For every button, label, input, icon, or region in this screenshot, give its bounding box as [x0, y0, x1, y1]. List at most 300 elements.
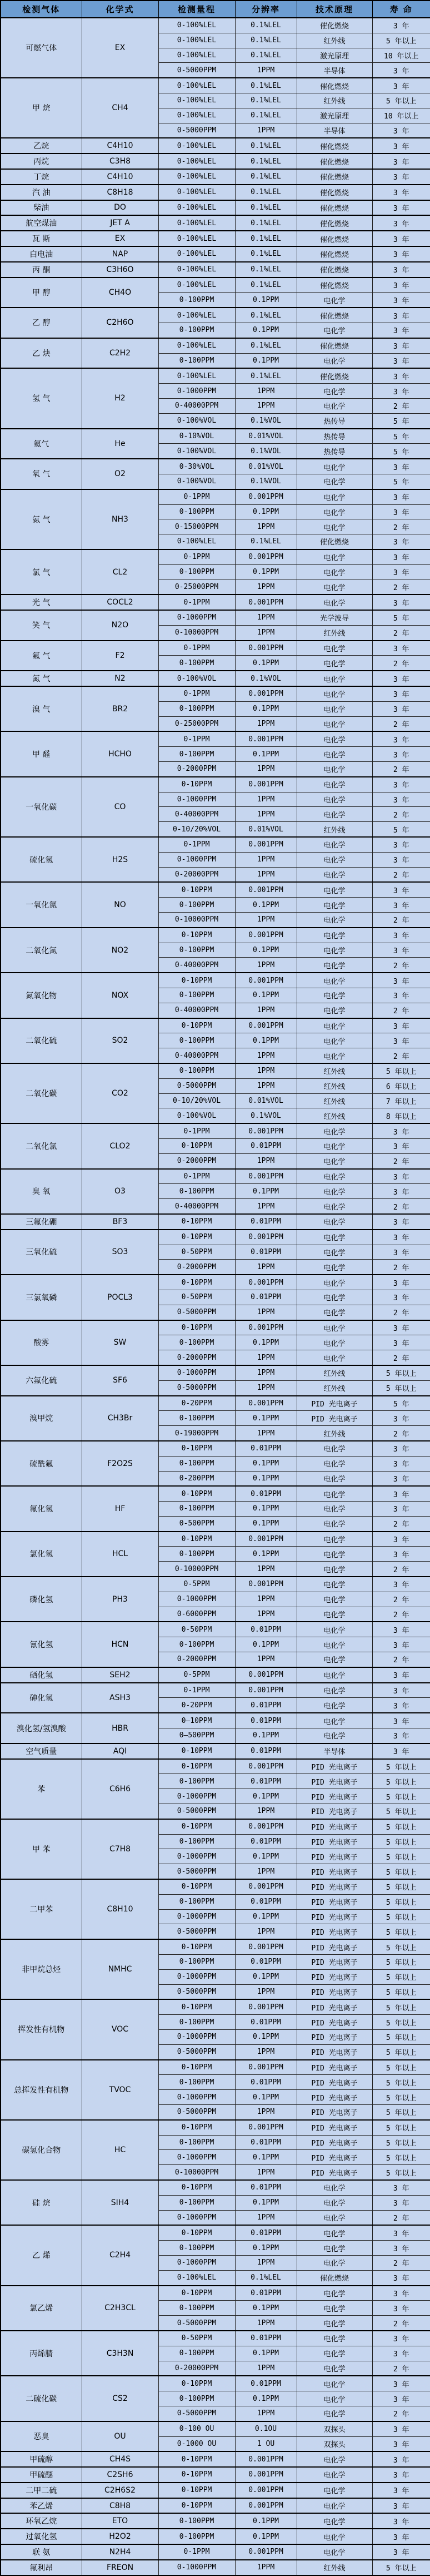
technology-cell: 电化学 [297, 2467, 372, 2483]
lifespan-cell: 3 年 [372, 2483, 430, 2498]
lifespan-cell: 3 年 [372, 169, 430, 185]
resolution-cell: 1PPM [235, 625, 297, 640]
technology-cell: 电化学 [297, 2241, 372, 2256]
lifespan-cell: 5 年以上 [372, 1819, 430, 1834]
resolution-cell: 1PPM [235, 2316, 297, 2331]
range-cell: 0-10PPM [158, 1138, 235, 1153]
lifespan-cell: 3 年 [372, 928, 430, 943]
technology-cell: 电化学 [297, 2529, 372, 2544]
lifespan-cell: 2 年 [372, 1516, 430, 1531]
range-cell: 0-1000 OU [158, 2436, 235, 2451]
chemical-formula-cell: ETO [82, 2513, 158, 2529]
lifespan-cell: 5 年以上 [372, 1063, 430, 1078]
range-cell: 0-100%VOL [158, 444, 235, 459]
chemical-formula-cell: C6H6 [82, 1759, 158, 1819]
resolution-cell: 0.1%VOL [235, 1108, 297, 1123]
technology-cell: 电化学 [297, 1214, 372, 1230]
lifespan-cell: 5 年以上 [372, 1984, 430, 1999]
chemical-formula-cell: F2O2S [82, 1441, 158, 1486]
technology-cell: 电化学 [297, 459, 372, 474]
technology-cell: 电化学 [297, 958, 372, 973]
lifespan-cell: 2 年 [372, 1350, 430, 1365]
lifespan-cell: 10 年以上 [372, 108, 430, 123]
lifespan-cell: 3 年 [372, 1441, 430, 1456]
technology-cell: 电化学 [297, 2376, 372, 2391]
lifespan-cell: 2 年 [372, 1562, 430, 1577]
range-cell: 0-100%LEL [158, 308, 235, 323]
technology-cell: 光学波导 [297, 610, 372, 625]
gas-name-cell: 硒化氢 [1, 1667, 82, 1683]
gas-name-cell: 二硫化碳 [1, 2376, 82, 2421]
lifespan-cell: 3 年 [372, 2391, 430, 2406]
lifespan-cell: 3 年 [372, 338, 430, 353]
lifespan-cell: 3 年 [372, 1502, 430, 1517]
resolution-cell: 0.001PPM [235, 1275, 297, 1290]
resolution-cell: 0.01PPM [235, 1138, 297, 1153]
technology-cell: 电化学 [297, 2195, 372, 2210]
lifespan-cell: 3 年 [372, 1290, 430, 1305]
range-cell: 0-100PPM [158, 1456, 235, 1471]
table-row [1, 2286, 430, 2301]
lifespan-cell: 2 年 [372, 1003, 430, 1018]
technology-cell: 电化学 [297, 943, 372, 958]
table-row [1, 2529, 430, 2544]
gas-name-cell: 氟化氢 [1, 1486, 82, 1531]
gas-name-cell: 一氧化氮 [1, 882, 82, 927]
column-header-0: 检测气体 [1, 1, 82, 18]
range-cell: 0-10PPM [158, 2060, 235, 2075]
chemical-formula-cell: CLO2 [82, 1123, 158, 1168]
chemical-formula-cell: ASH3 [82, 1683, 158, 1713]
range-cell: 0-5000PPM [158, 1305, 235, 1320]
lifespan-cell: 3 年 [372, 1637, 430, 1652]
range-cell: 0-1PPM [158, 595, 235, 610]
resolution-cell: 0.1PPM [235, 2529, 297, 2544]
technology-cell: PID 光电离子 [297, 2060, 372, 2075]
lifespan-cell: 2 年 [372, 2406, 430, 2421]
lifespan-cell: 5 年以上 [372, 1789, 430, 1804]
resolution-cell: 0.01%VOL [235, 1093, 297, 1108]
lifespan-cell: 3 年 [372, 2467, 430, 2483]
lifespan-cell: 5 年 [372, 444, 430, 459]
table-row [1, 2421, 430, 2436]
lifespan-cell: 2 年 [372, 2316, 430, 2331]
chemical-formula-cell: EX [82, 18, 158, 78]
technology-cell: 电化学 [297, 731, 372, 746]
range-cell: 0-100PPM [158, 353, 235, 368]
range-cell: 0-20000PPM [158, 867, 235, 882]
lifespan-cell: 2 年 [372, 1607, 430, 1622]
resolution-cell: 0.1%LEL [235, 246, 297, 262]
range-cell: 0-100PPM [158, 701, 235, 716]
gas-name-cell: 可燃气体 [1, 18, 82, 78]
technology-cell: PID 光电离子 [297, 1924, 372, 1939]
lifespan-cell: 3 年 [372, 231, 430, 246]
lifespan-cell: 5 年以上 [372, 2150, 430, 2165]
resolution-cell: 0.01PPM [235, 1713, 297, 1728]
table-row [1, 686, 430, 701]
lifespan-cell: 2 年 [372, 807, 430, 822]
range-cell: 0-100%LEL [158, 534, 235, 549]
lifespan-cell: 2 年 [372, 958, 430, 973]
resolution-cell: 1PPM [235, 1305, 297, 1320]
technology-cell: PID 光电离子 [297, 2120, 372, 2135]
technology-cell: 电化学 [297, 2346, 372, 2361]
technology-cell: 电化学 [297, 519, 372, 534]
table-row [1, 2544, 430, 2560]
gas-name-cell: 硫化氢 [1, 837, 82, 882]
lifespan-cell: 5 年 [372, 1396, 430, 1411]
resolution-cell: 1PPM [235, 123, 297, 138]
chemical-formula-cell: C8H18 [82, 185, 158, 200]
resolution-cell: 0.001PPM [235, 731, 297, 746]
range-cell: 0-5000PPM [158, 1804, 235, 1819]
range-cell: 0-100%LEL [158, 262, 235, 278]
range-cell: 0-1000PPM [158, 384, 235, 399]
technology-cell: 电化学 [297, 1350, 372, 1365]
range-cell: 0-100PPM [158, 1184, 235, 1199]
chemical-formula-cell: CH4S [82, 2451, 158, 2467]
lifespan-cell: 5 年以上 [372, 1969, 430, 1984]
technology-cell: 电化学 [297, 1652, 372, 1667]
range-cell: 0-10PPM [158, 1018, 235, 1033]
chemical-formula-cell: PH3 [82, 1577, 158, 1622]
range-cell: 0-10PPM [158, 2376, 235, 2391]
range-cell: 0-1000PPM [158, 2255, 235, 2270]
gas-name-cell: 磷化氢 [1, 1577, 82, 1622]
technology-cell: 电化学 [297, 1683, 372, 1698]
range-cell: 0-1000PPM [158, 852, 235, 867]
resolution-cell: 0.1PPM [235, 504, 297, 519]
lifespan-cell: 2 年 [372, 2210, 430, 2225]
gas-name-cell: 一氧化碳 [1, 777, 82, 837]
lifespan-cell: 5 年以上 [372, 2120, 430, 2135]
technology-cell: PID 光电离子 [297, 1939, 372, 1954]
range-cell: 0-100PPM [158, 2513, 235, 2529]
chemical-formula-cell: N2H4 [82, 2544, 158, 2560]
table-row [1, 2513, 430, 2529]
range-cell: 0-50PPM [158, 1622, 235, 1637]
resolution-cell: 0.1PPM [235, 2346, 297, 2361]
lifespan-cell: 3 年 [372, 973, 430, 988]
gas-name-cell: 二甲苯 [1, 1879, 82, 1939]
technology-cell: 电化学 [297, 1275, 372, 1290]
gas-name-cell: 笑 气 [1, 610, 82, 641]
gas-name-cell: 柴油 [1, 200, 82, 216]
technology-cell: 电化学 [297, 777, 372, 792]
lifespan-cell: 3 年 [372, 1622, 430, 1637]
range-cell: 0-1000PPM [158, 2029, 235, 2044]
resolution-cell: 0.1%LEL [235, 18, 297, 33]
technology-cell: 电化学 [297, 1592, 372, 1607]
technology-cell: 电化学 [297, 913, 372, 928]
technology-cell: PID 光电离子 [297, 1894, 372, 1909]
range-cell: 0-100PPM [158, 1774, 235, 1789]
resolution-cell: 1PPM [235, 2255, 297, 2270]
technology-cell: 电化学 [297, 762, 372, 777]
table-row [1, 1577, 430, 1592]
range-cell: 0-10/20%VOL [158, 1093, 235, 1108]
resolution-cell: 0.1PPM [235, 656, 297, 671]
resolution-cell: 0.01PPM [235, 2225, 297, 2240]
technology-cell: PID 光电离子 [297, 2044, 372, 2059]
lifespan-cell: 3 年 [372, 1411, 430, 1426]
technology-cell: 催化燃烧 [297, 2270, 372, 2285]
table-row [1, 1169, 430, 1184]
technology-cell: 电化学 [297, 1728, 372, 1743]
lifespan-cell: 5 年以上 [372, 1849, 430, 1864]
technology-cell: 电化学 [297, 579, 372, 595]
technology-cell: 电化学 [297, 293, 372, 308]
resolution-cell: 0.1PPM [235, 1789, 297, 1804]
range-cell: 0-100%LEL [158, 185, 235, 200]
resolution-cell: 0.1PPM [235, 1184, 297, 1199]
technology-cell: PID 光电离子 [297, 2090, 372, 2105]
technology-cell: 电化学 [297, 2286, 372, 2301]
technology-cell: 电化学 [297, 1169, 372, 1184]
chemical-formula-cell: CH3Br [82, 1396, 158, 1441]
resolution-cell: 0.1%LEL [235, 2270, 297, 2285]
range-cell: 0-10000PPM [158, 1562, 235, 1577]
resolution-cell: 0.1PPM [235, 1728, 297, 1743]
chemical-formula-cell: EX [82, 231, 158, 246]
technology-cell: 激光原理 [297, 108, 372, 123]
range-cell: 0-5PPM [158, 1667, 235, 1683]
lifespan-cell: 3 年 [372, 2513, 430, 2529]
table-row [1, 429, 430, 444]
resolution-cell: 0.1PPM [235, 2391, 297, 2406]
resolution-cell: 0.001PPM [235, 2483, 297, 2498]
lifespan-cell: 3 年 [372, 1547, 430, 1562]
lifespan-cell: 3 年 [372, 837, 430, 852]
technology-cell: 红外线 [297, 1093, 372, 1108]
lifespan-cell: 3 年 [372, 200, 430, 216]
lifespan-cell: 5 年以上 [372, 1879, 430, 1894]
range-cell: 0-100%LEL [158, 231, 235, 246]
table-row [1, 1683, 430, 1698]
gas-name-cell: 过氧化氢 [1, 2529, 82, 2544]
gas-name-cell: 甲 烷 [1, 78, 82, 138]
range-cell: 0-5000PPM [158, 1924, 235, 1939]
gas-name-cell: 光 气 [1, 595, 82, 610]
range-cell: 0-1PPM [158, 2544, 235, 2560]
technology-cell: 电化学 [297, 2210, 372, 2225]
range-cell: 0-19000PPM [158, 1426, 235, 1441]
technology-cell: 电化学 [297, 747, 372, 762]
table-row [1, 731, 430, 746]
chemical-formula-cell: NAP [82, 246, 158, 262]
table-row [1, 2225, 430, 2240]
range-cell: 0-100PPM [158, 1335, 235, 1350]
range-cell: 0-100PPM [158, 1033, 235, 1048]
lifespan-cell: 5 年 [372, 429, 430, 444]
resolution-cell: 1PPM [235, 63, 297, 78]
resolution-cell: 0.01PPM [235, 1834, 297, 1849]
lifespan-cell: 3 年 [372, 323, 430, 338]
technology-cell: 红外线 [297, 1380, 372, 1395]
range-cell: 0-1000PPM [158, 1969, 235, 1984]
range-cell: 0-100%LEL [158, 33, 235, 48]
lifespan-cell: 3 年 [372, 504, 430, 519]
range-cell: 0-1000PPM [158, 1789, 235, 1804]
lifespan-cell: 3 年 [372, 18, 430, 33]
resolution-cell: 1PPM [235, 1048, 297, 1063]
resolution-cell: 0.1PPM [235, 323, 297, 338]
technology-cell: 电化学 [297, 2331, 372, 2346]
range-cell: 0-10%VOL [158, 429, 235, 444]
resolution-cell: 0.1%LEL [235, 200, 297, 216]
technology-cell: 电化学 [297, 807, 372, 822]
range-cell: 0-100PPM [158, 2391, 235, 2406]
resolution-cell: 0.001PPM [235, 1018, 297, 1033]
range-cell: 0-10PPM [158, 1939, 235, 1954]
gas-name-cell: 碳氢化合物 [1, 2120, 82, 2180]
range-cell: 0-100%LEL [158, 368, 235, 383]
technology-cell: 催化燃烧 [297, 169, 372, 185]
resolution-cell: 0.1PPM [235, 1456, 297, 1471]
resolution-cell: 0.001PPM [235, 1230, 297, 1245]
range-cell: 0-100PPM [158, 1834, 235, 1849]
lifespan-cell: 3 年 [372, 2225, 430, 2240]
gas-name-cell: 酸雾 [1, 1320, 82, 1365]
lifespan-cell: 3 年 [372, 988, 430, 1003]
chemical-formula-cell: SO3 [82, 1230, 158, 1275]
gas-name-cell: 氮 气 [1, 671, 82, 686]
resolution-cell: 1PPM [235, 1426, 297, 1441]
range-cell: 0-25000PPM [158, 579, 235, 595]
lifespan-cell: 3 年 [372, 293, 430, 308]
lifespan-cell: 3 年 [372, 1532, 430, 1547]
technology-cell: 电化学 [297, 1547, 372, 1562]
technology-cell: 催化燃烧 [297, 278, 372, 293]
range-cell: 0-10PPM [158, 2467, 235, 2483]
resolution-cell: 1PPM [235, 913, 297, 928]
technology-cell: PID 光电离子 [297, 1789, 372, 1804]
lifespan-cell: 5 年以上 [372, 2104, 430, 2119]
range-cell: 0-5000PPM [158, 1864, 235, 1879]
lifespan-cell: 3 年 [372, 898, 430, 913]
range-cell: 0-1000PPM [158, 1365, 235, 1380]
resolution-cell: 0.1%LEL [235, 108, 297, 123]
technology-cell: 电化学 [297, 641, 372, 656]
lifespan-cell: 6 年以上 [372, 1078, 430, 1093]
technology-cell: PID 光电离子 [297, 1804, 372, 1819]
technology-cell: 电化学 [297, 882, 372, 897]
chemical-formula-cell: C2H4 [82, 2225, 158, 2285]
lifespan-cell: 3 年 [372, 2346, 430, 2361]
range-cell: 0-100%LEL [158, 338, 235, 353]
resolution-cell: 1PPM [235, 807, 297, 822]
resolution-cell: 0.01PPM [235, 1245, 297, 1260]
technology-cell: 电化学 [297, 2301, 372, 2316]
range-cell: 0-100PPM [158, 2015, 235, 2030]
technology-cell: 催化燃烧 [297, 200, 372, 216]
table-row [1, 641, 430, 656]
gas-name-cell: 六氟化硫 [1, 1365, 82, 1396]
lifespan-cell: 3 年 [372, 489, 430, 504]
range-cell: 0-10PPM [158, 2498, 235, 2514]
range-cell: 0-100%VOL [158, 474, 235, 489]
range-cell: 0-100PPM [158, 1063, 235, 1078]
resolution-cell: 0.001PPM [235, 2467, 297, 2483]
resolution-cell: 0.1%LEL [235, 278, 297, 293]
range-cell: 0-5000PPM [158, 2104, 235, 2119]
lifespan-cell: 3 年 [372, 1698, 430, 1713]
lifespan-cell: 5 年以上 [372, 1365, 430, 1380]
lifespan-cell: 3 年 [372, 1335, 430, 1350]
range-cell: 0-100%LEL [158, 108, 235, 123]
lifespan-cell: 2 年 [372, 1153, 430, 1168]
technology-cell: 电化学 [297, 489, 372, 504]
range-cell: 0-100%VOL [158, 1108, 235, 1123]
lifespan-cell: 3 年 [372, 2376, 430, 2391]
lifespan-cell: 5 年以上 [372, 2165, 430, 2180]
chemical-formula-cell: JET A [82, 215, 158, 231]
lifespan-cell: 8 年以上 [372, 1108, 430, 1123]
chemical-formula-cell: SEH2 [82, 1667, 158, 1683]
technology-cell: 电化学 [297, 1441, 372, 1456]
lifespan-cell: 2 年 [372, 2361, 430, 2376]
lifespan-cell: 2 年 [372, 1652, 430, 1667]
resolution-cell: 0.001PPM [235, 1577, 297, 1592]
technology-cell: 电化学 [297, 1230, 372, 1245]
technology-cell: 电化学 [297, 1577, 372, 1592]
chemical-formula-cell: NO [82, 882, 158, 927]
resolution-cell: 0.01PPM [235, 2135, 297, 2150]
lifespan-cell: 3 年 [372, 138, 430, 153]
gas-name-cell: 甲 醛 [1, 731, 82, 776]
technology-cell: PID 光电离子 [297, 1849, 372, 1864]
resolution-cell: 1PPM [235, 1652, 297, 1667]
table-row [1, 138, 430, 153]
lifespan-cell: 5 年以上 [372, 1380, 430, 1395]
range-cell: 0-100PPM [158, 1502, 235, 1517]
table-row [1, 1320, 430, 1335]
gas-name-cell: 二氧化硫 [1, 1018, 82, 1063]
range-cell: 0-40000PPM [158, 398, 235, 413]
range-cell: 0-100PPM [158, 2529, 235, 2544]
resolution-cell: 1PPM [235, 1864, 297, 1879]
gas-name-cell: 氟利昂 [1, 2560, 82, 2575]
range-cell: 0-100%LEL [158, 215, 235, 231]
range-cell: 0-1000PPM [158, 2090, 235, 2105]
lifespan-cell: 5 年 [372, 822, 430, 837]
table-row [1, 610, 430, 625]
technology-cell: 红外线 [297, 822, 372, 837]
resolution-cell: 0.1PPM [235, 1411, 297, 1426]
resolution-cell: 1PPM [235, 2560, 297, 2575]
resolution-cell: 0.001PPM [235, 1169, 297, 1184]
lifespan-cell: 5 年 [372, 413, 430, 428]
range-cell: 0-100 OU [158, 2421, 235, 2436]
resolution-cell: 0.1%VOL [235, 413, 297, 428]
chemical-formula-cell: HF [82, 1486, 158, 1531]
resolution-cell: 0.001PPM [235, 1939, 297, 1954]
chemical-formula-cell: CL2 [82, 549, 158, 595]
resolution-cell: 0.1PPM [235, 1637, 297, 1652]
resolution-cell: 1PPM [235, 1350, 297, 1365]
technology-cell: 电化学 [297, 1562, 372, 1577]
range-cell: 0-20PPM [158, 1698, 235, 1713]
technology-cell: 电化学 [297, 2451, 372, 2467]
chemical-formula-cell: C3H6O [82, 262, 158, 278]
lifespan-cell: 3 年 [372, 2286, 430, 2301]
technology-cell: PID 光电离子 [297, 2075, 372, 2090]
technology-cell: 热传导 [297, 444, 372, 459]
table-row [1, 1759, 430, 1774]
table-row [1, 185, 430, 200]
lifespan-cell: 3 年 [372, 246, 430, 262]
